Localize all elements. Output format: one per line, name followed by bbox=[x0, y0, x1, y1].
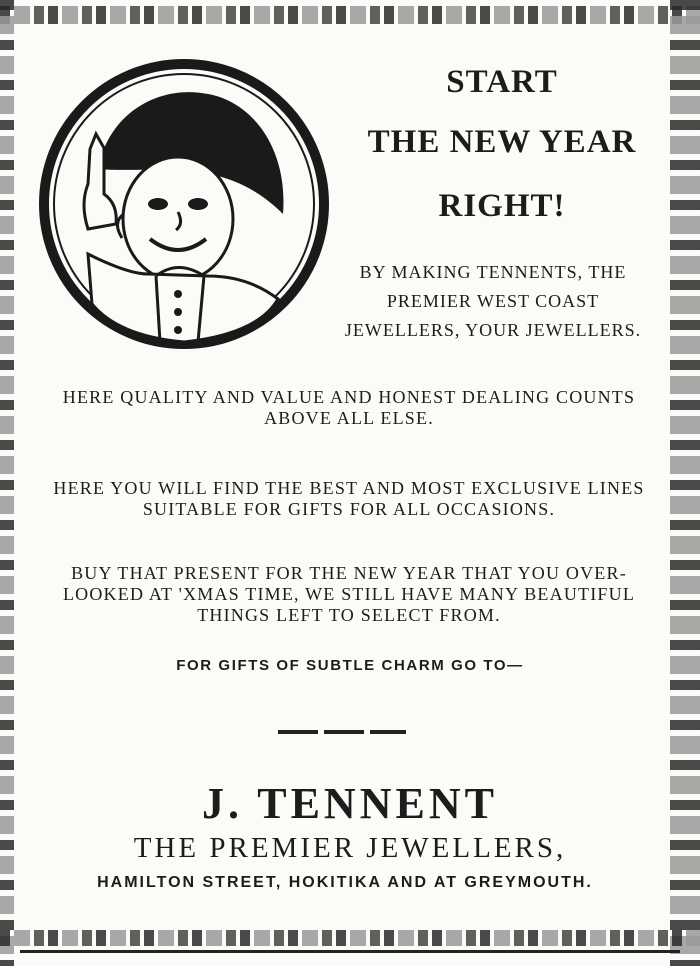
paragraph-exclusive-lines: HERE YOU WILL FIND THE BEST AND MOST EXCLUSIVE LINES SUITABLE FOR GIFTS FOR ALL OCCASIONS. bbox=[53, 478, 645, 519]
paragraph-new-year-present: BUY THAT PRESENT FOR THE NEW YEAR THAT YOU OVER-LOOKED AT 'XMAS TIME, WE STILL HAVE MANY BEAUTIFUL THINGS LEFT TO SELECT FROM. bbox=[62, 563, 636, 625]
mascot-medallion-illustration bbox=[38, 54, 330, 354]
business-name: J. TENNENT bbox=[202, 779, 498, 828]
headline-line-2: THE NEW YEAR bbox=[367, 124, 637, 160]
headline-line-1: START bbox=[446, 64, 558, 100]
business-address: HAMILTON STREET, HOKITIKA AND AT GREYMOUTH. bbox=[97, 874, 593, 891]
paragraph-quality: HERE QUALITY AND VALUE AND HONEST DEALING COUNTS ABOVE ALL ELSE. bbox=[62, 387, 636, 428]
divider-dash bbox=[278, 730, 406, 734]
decorative-border-bottom bbox=[0, 930, 700, 946]
call-to-action: FOR GIFTS OF SUBTLE CHARM GO TO— bbox=[176, 657, 524, 674]
intro-text: BY MAKING TENNENTS, THE PREMIER WEST COAST JEWELLERS, YOUR JEWELLERS. bbox=[344, 262, 642, 340]
headline-line-3: RIGHT! bbox=[438, 188, 566, 224]
bottom-rule bbox=[20, 950, 680, 953]
business-tagline: THE PREMIER JEWELLERS, bbox=[133, 832, 567, 864]
decorative-border-top bbox=[0, 6, 700, 24]
